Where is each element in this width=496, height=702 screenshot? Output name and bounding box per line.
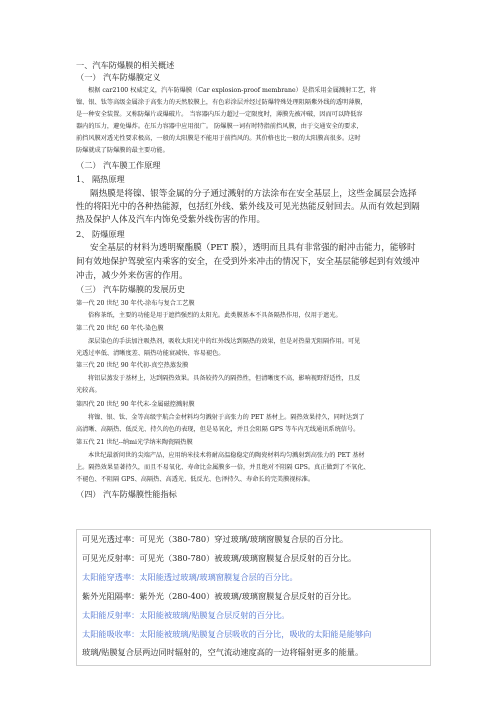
explosion-paragraph-line: 安全基层的材料为透明聚酯膜（PET 膜），透明而且具有非常强的耐冲击能力，能够时 [90,243,416,253]
generation-text: 俗称茶纸，主要的功能是用于遮挡强烈的太阳光。此类膜基本不具备隔热作用，仅用于遮光。 [88,312,342,319]
generation-text: 不褪色、不阻隔 GPS、高隔热、高透光、低反光、色泽持久、寿命长的完美膜视标准。 [76,476,315,483]
generation-text: 深层染色的手法加注吸热剂，吸收太阳光中的红外线达到隔热的效果，但是对热量无阻隔作用。可见 [88,338,361,345]
subheading-performance: （四） 汽车防爆膜性能指标 [76,489,177,499]
definition-paragraph-line: 镍、银、钛等高级金属涂于高张力的天然胶膜上，有色彩涂层并经过防爆特殊处理阻隔紫外线的透明薄膜， [76,99,367,106]
generation-text: 光透过率低、清晰度差、隔热功能衰减快、容易褪色。 [76,350,225,357]
explosion-paragraph-line: 间有效地保护驾驶室内乘客的安全，在受到外来冲击的情况下，安全基层能够起到有效缓冲 [76,257,420,267]
heading-heat-insulation: 1、 隔热原理 [76,174,125,184]
generation-text: 将镍、银、钛、金等高级宇航合金材料均匀溅射于高张力的 PET 基材上。隔热效果持久，同时达到了 [88,414,365,421]
heat-paragraph-line: 性的将阳光中的各种热能源，包括红外线、紫外线及可见光热能反射回去。从而有效起到隔 [76,202,420,212]
generation-title: 第五代 21 世纪--纳mi光学纳米陶瓷隔热膜 [76,439,193,446]
heading-explosion-proof: 2、 防爆原理 [76,229,125,239]
generation-title: 第一代 20 世纪 30 年代-涂布与复合工艺膜 [76,300,195,307]
indicator-solar-absorption-continued: 玻璃/贴膜复合层两边同时辐射的，空气流动速度高的一边将辐射更多的能量。 [82,647,364,657]
indicator-visible-reflectance: 可见光反射率：可见光（380-780）被玻璃/玻璃窗膜复合层反射的百分比。 [82,553,357,563]
heat-paragraph-line: 隔热膜是将镍、银等金属的分子通过溅射的方法涂布在安全基层上，这些金属层会选择 [90,189,417,199]
generation-text: 上。隔热效果显著持久，而且不易氧化、寿命比金属膜多一倍，并且绝对不阻隔 GPS。真正做到了不氧化、 [76,464,370,471]
indicator-uv-rejection: 紫外光阻隔率：紫外光（280-400）被玻璃/玻璃窗膜复合层反射的百分比。 [82,591,357,601]
indicator-visible-transmittance: 可见光透过率：可见光（380-780）穿过玻璃/玻璃窗膜复合层的百分比。 [82,534,349,544]
indicator-solar-absorption: 太阳能吸收率：太阳能被玻璃/贴膜复合层吸收的百分比，吸收的太阳能是能够向 [82,629,372,639]
generation-text: 本世纪最新问世的尖端产品，应用纳米技术将耐高温稳稳定的陶瓷材料均匀溅射到高张力的 PET 基材 [88,452,365,459]
explosion-paragraph-line: 冲击，减少外来伤害的作用。 [76,271,188,281]
definition-paragraph-line: 前挡风膜对透光性要求极高，一般的太阳膜是不能用于前挡风的。其价格也比一般的太阳膜高很多。这时 [76,135,361,142]
generation-text: 光较高。 [76,387,101,394]
generation-text: 高清晰、高隔热、低反光、持久的色的表现，但是易氧化，并且会阻隔 GPS 等车内无线通讯系统信号。 [76,426,360,433]
generation-title: 第四代 20 世纪 90 年代末-金属磁控溅射膜 [76,401,195,408]
definition-paragraph-line: 根据 car2100 权威定义，汽车防爆膜（Car explosion-proof membrane）是指采用金属溅射工艺，将 [88,87,377,94]
subheading-history: （三） 汽车防爆膜的发展历史 [76,284,186,294]
generation-title: 第三代 20 世纪 90 年代初-真空热蒸发膜 [76,362,189,369]
subheading-principle: （二） 汽车膜工作原理 [76,160,161,170]
subheading-definition: （一） 汽车防爆膜定义 [76,72,161,82]
heat-paragraph-line: 热及保护人体及汽车内饰免受紫外线伤害的作用。 [76,215,266,225]
generation-title: 第二代 20 世纪 60 年代-染色膜 [76,325,164,332]
definition-paragraph-line: 器内的压力，避免爆炸。在压力容器中应用很广。 防爆膜一词有时特指前挡风膜，由于交通安全的要求， [76,123,363,130]
section-heading-overview: 一、汽车防爆膜的相关概述 [76,60,175,70]
indicator-solar-reflectance: 太阳能反射率：太阳能被玻璃/贴膜复合层反射的百分比。 [82,610,290,620]
definition-paragraph-line: 防爆就成了防爆膜的最主要功能。 [76,147,169,154]
generation-text: 将铝层蒸发于基材上，达到隔热效果。具备较持久的隔热性，但清晰度不高，影响视野舒适性，且反 [88,375,361,382]
definition-paragraph-line: 是一种安全装置。又称防爆片或爆破片。 当容器内压力超过一定限度时，薄膜先被冲破，因而可以降低容 [76,111,363,118]
indicator-solar-transmittance: 太阳能穿透率：太阳能透过玻璃/玻璃窗膜复合层的百分比。 [82,572,298,582]
